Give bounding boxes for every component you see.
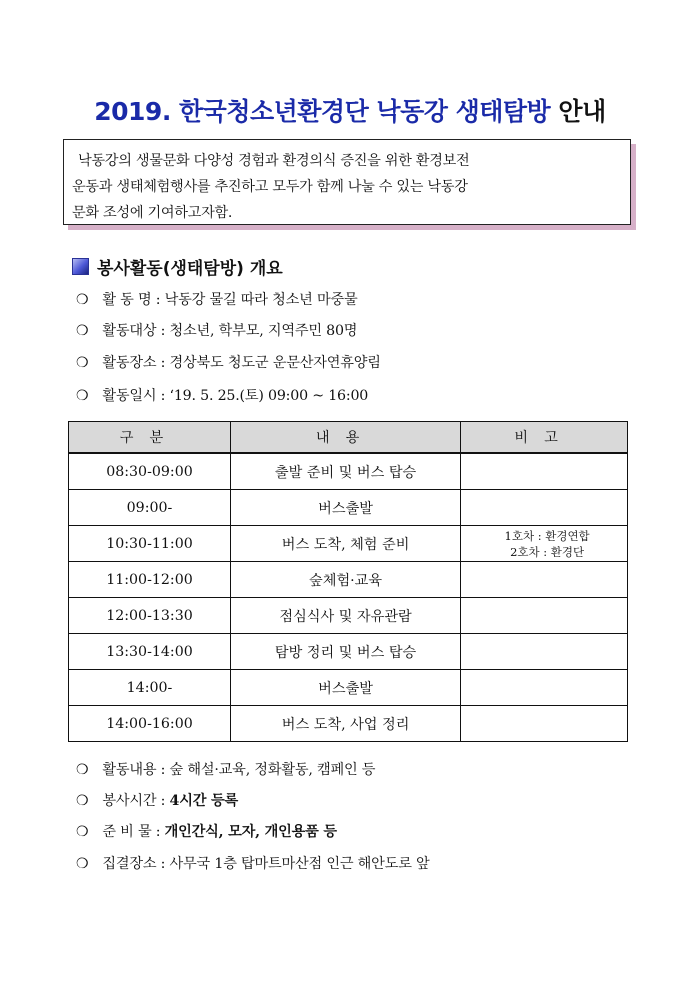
detail-item [76,790,238,812]
detail-item [76,759,375,781]
overview-item [76,352,381,374]
title-main: 2019. 한국청소년환경단 낙동강 생태탐방 [94,97,551,126]
content-cell: 점심식사 및 자유관람 [230,598,460,634]
detail-value: 사무국 1층 탑마트마산점 인근 해안도로 앞 [169,856,430,872]
content-cell: 탐방 정리 및 버스 탑승 [230,634,460,670]
schedule-table [68,421,628,742]
time-cell: 12:00-13:30 [69,598,231,634]
note-cell [461,526,628,562]
detail-item [76,853,430,875]
table-row [69,670,628,706]
circle-bullet-icon: ❍ [76,856,89,872]
intro-line: 문화 조성에 기여하고자함. [72,205,233,221]
overview-item [76,289,357,311]
overview-value: 경상북도 청도군 운문산자연휴양림 [169,355,381,371]
section-title: 봉사활동(생태탐방) 개요 [97,258,283,279]
note-line: 1호차 : 환경연합 [504,528,590,543]
detail-value: 4시간 등록 [169,793,238,809]
content-cell: 버스출발 [230,490,460,526]
overview-label: 활동일시 : [102,388,166,404]
detail-value: 숲 해설·교육, 정화활동, 캠페인 등 [169,762,376,778]
overview-item [76,320,357,342]
table-row [69,526,628,562]
table-row [69,453,628,490]
note-cell [461,453,628,490]
square-bullet-icon [72,258,89,275]
content-cell: 버스 도착, 사업 정리 [230,706,460,742]
note-cell [461,598,628,634]
note-line: 2호차 : 환경단 [510,544,585,559]
overview-label: 활동대상 : [102,323,166,339]
overview-label: 활 동 명 : [102,292,161,308]
time-cell: 14:00- [69,670,231,706]
circle-bullet-icon: ❍ [76,824,89,840]
table-row [69,706,628,742]
intro-line: 운동과 생태체험행사를 추진하고 모두가 함께 나눌 수 있는 낙동강 [72,179,468,195]
note-cell [461,706,628,742]
note-cell [461,670,628,706]
table-row [69,562,628,598]
detail-label: 집결장소 : [102,856,166,872]
circle-bullet-icon: ❍ [76,388,89,404]
table-header-row [69,422,628,454]
page-title [0,92,700,128]
time-cell: 13:30-14:00 [69,634,231,670]
content-cell: 버스 도착, 체험 준비 [230,526,460,562]
time-cell: 14:00-16:00 [69,706,231,742]
overview-label: 활동장소 : [102,355,166,371]
note-cell [461,490,628,526]
time-cell: 09:00- [69,490,231,526]
note-cell [461,562,628,598]
circle-bullet-icon: ❍ [76,762,89,778]
detail-label: 준 비 물 : [102,824,161,840]
section-heading [72,255,283,277]
time-cell: 10:30-11:00 [69,526,231,562]
circle-bullet-icon: ❍ [76,323,89,339]
overview-value: ‘19. 5. 25.(토) 09:00 ~ 16:00 [169,388,369,404]
table-row [69,634,628,670]
circle-bullet-icon: ❍ [76,355,89,371]
header-cell: 비고 [461,422,628,454]
overview-item [76,385,368,407]
header-cell: 구분 [69,422,231,454]
time-cell: 08:30-09:00 [69,453,231,490]
detail-value: 개인간식, 모자, 개인용품 등 [164,824,337,840]
detail-label: 봉사시간 : [102,793,166,809]
content-cell: 버스출발 [230,670,460,706]
content-cell: 숲체험·교육 [230,562,460,598]
detail-label: 활동내용 : [102,762,166,778]
table-row [69,598,628,634]
overview-value: 청소년, 학부모, 지역주민 80명 [169,323,358,339]
intro-line: 낙동강의 생물문화 다양성 경험과 환경의식 증진을 위한 환경보전 [78,153,470,169]
note-cell [461,634,628,670]
time-cell: 11:00-12:00 [69,562,231,598]
header-cell: 내용 [230,422,460,454]
table-row [69,490,628,526]
title-suffix: 안내 [558,97,606,126]
detail-item [76,821,337,843]
intro-box [63,139,631,225]
circle-bullet-icon: ❍ [76,292,89,308]
circle-bullet-icon: ❍ [76,793,89,809]
overview-value: 낙동강 물길 따라 청소년 마중물 [164,292,358,308]
content-cell: 출발 준비 및 버스 탑승 [230,453,460,490]
